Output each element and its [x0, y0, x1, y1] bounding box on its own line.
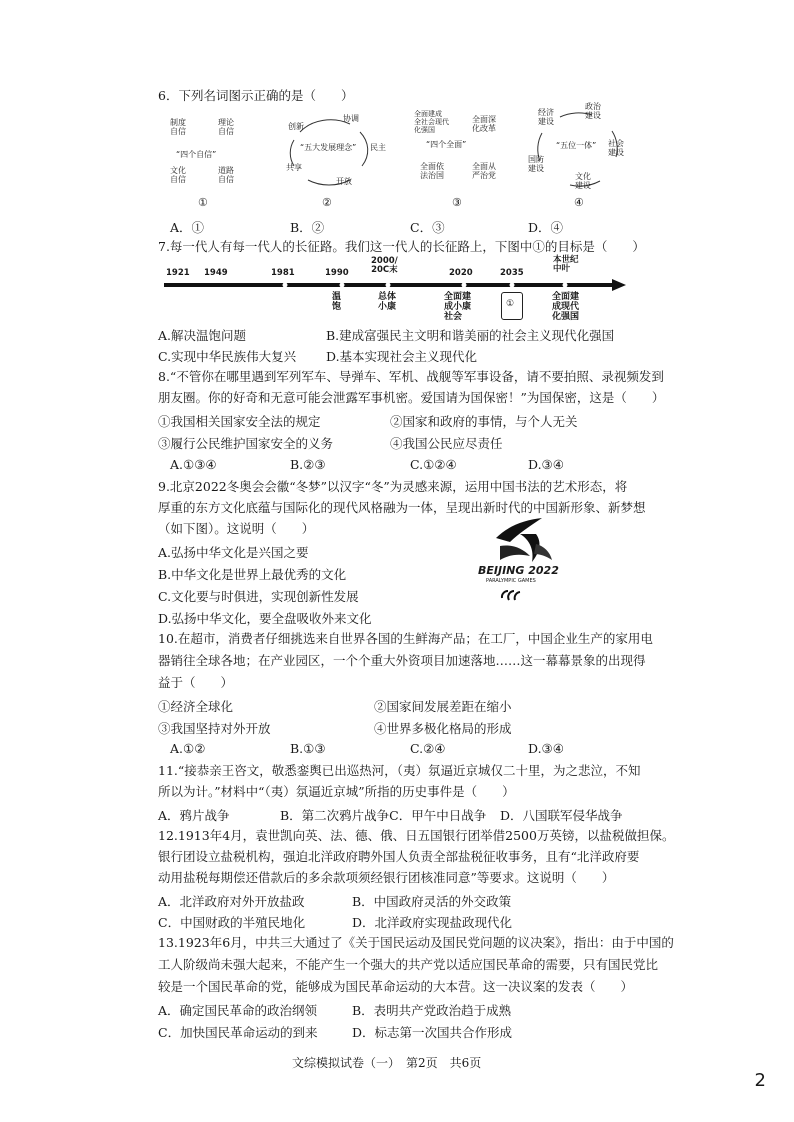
timeline-label-quanmian-xiaokang: 全面建 成小康 社会 — [444, 292, 472, 322]
emblem-text: BEIJING 2022 — [478, 564, 559, 577]
q13-option-a: A．确定国民革命的政治纲领 — [158, 1003, 318, 1018]
d1-label-d: 文化 自信 — [170, 166, 186, 184]
q11-line-1: 11.“接恭亲王咨文，敬悉銮舆已出巡热河，（夷）氛逼近京城仅二十里，为之悲泣，不知 — [158, 763, 641, 778]
q6-option-a: A．① — [170, 220, 205, 235]
timeline-blank-box — [501, 292, 523, 320]
timeline-year-1990: 1990 — [325, 268, 349, 278]
q10-line-2: 器销往全球各地；在产业园区，一个个重大外资项目加速落地……这一幕幕景象的出现得 — [158, 653, 646, 668]
q9-line-1: 9.北京2022冬奥会会徽“冬梦”以汉字“冬”为灵感来源，运用中国书法的艺术形态，将 — [158, 479, 628, 494]
q13-option-b: B．表明共产党政治趋于成熟 — [352, 1003, 512, 1018]
d2-label-a: 协调 — [343, 114, 359, 123]
d3-label-c: “四个全面” — [426, 140, 467, 149]
d2-label-e: 共享 — [286, 163, 302, 172]
timeline-year-1921: 1921 — [166, 268, 190, 278]
timeline-label-modern-power: 全面建 成现代 化强国 — [552, 292, 580, 322]
q8-line-2: 朋友圈。你的好奇和无意可能会泄露军事机密。爱国请为国保密！”为国保密，这是（ ） — [158, 390, 665, 405]
q7-option-c: C.实现中华民族伟大复兴 — [158, 349, 297, 364]
timeline-arrow — [160, 278, 630, 292]
d2-label-b: 创新 — [288, 122, 304, 131]
q11-option-d: D．八国联军侵华战争 — [500, 808, 623, 823]
d2-label-c: 民主 — [370, 143, 386, 152]
q11-line-2: 所以为计。”材料中“（夷）氛逼近京城”所指的历史事件是（ ） — [158, 784, 515, 799]
paralympic-agitos-icon — [500, 588, 522, 604]
q9-option-c: C.文化要与时俱进，实现创新性发展 — [158, 589, 359, 604]
d4-label-e: 国防 建设 — [528, 155, 544, 173]
q10-item-2: ②国家间发展差距在缩小 — [374, 699, 512, 714]
timeline-year-1949: 1949 — [204, 268, 228, 278]
d3-number: ③ — [452, 196, 462, 209]
d2-label-d: “五大发展理念” — [300, 143, 357, 152]
timeline-year-2035: 2035 — [500, 268, 524, 278]
q9-option-b: B.中华文化是世界上最优秀的文化 — [158, 567, 347, 582]
q10-line-3: 益于（ ） — [158, 675, 234, 690]
d1-label-a: 制度 自信 — [170, 118, 186, 136]
winter-dream-logo-icon — [490, 516, 556, 566]
q10-item-1: ①经济全球化 — [158, 699, 234, 714]
q7-option-b: B.建成富强民主文明和谐美丽的社会主义现代化强国 — [326, 328, 615, 343]
q12-line-3: 动用盐税每期偿还借款后的多余款项须经银行团核准同意”等要求。这说明（ ） — [158, 870, 615, 885]
timeline-year-2020: 2020 — [449, 268, 473, 278]
d3-label-a: 全面建成 全社会现代 化强国 — [414, 110, 449, 134]
page-number: 2 — [754, 1070, 766, 1091]
q8-option-b: B.②③ — [290, 457, 326, 472]
q13-option-c: C．加快国民革命运动的到来 — [158, 1025, 318, 1040]
d3-label-e: 全面从 严治党 — [472, 162, 496, 180]
q8-item-3: ③履行公民维护国家安全的义务 — [158, 436, 334, 451]
q8-item-2: ②国家和政府的事情，与个人无关 — [390, 414, 578, 429]
q7-stem: 7.每一代人有每一代人的长征路。我们这一代人的长征路上，下图中①的目标是（ ） — [158, 239, 645, 254]
d2-label-f: 开放 — [336, 177, 352, 186]
q13-line-2: 工人阶级尚未强大起来，不能产生一个强大的共产党以适应国民革命的需要，只有国民党比 — [158, 957, 659, 972]
q8-item-4: ④我国公民应尽责任 — [390, 436, 503, 451]
q12-line-2: 银行团设立盐税机构，强迫北洋政府聘外国人负责全部盐税征收事务，且有“北洋政府要 — [158, 849, 640, 864]
d4-label-a: 经济 建设 — [538, 108, 554, 126]
q9-option-d: D.弘扬中华文化，要全盘吸收外来文化 — [158, 611, 372, 626]
q8-item-1: ①我国相关国家安全法的规定 — [158, 414, 321, 429]
q6-option-b: B．② — [290, 220, 325, 235]
q12-option-b: B．中国政府灵活的外交政策 — [352, 894, 512, 909]
d1-number: ① — [198, 196, 208, 209]
q10-option-d: D.③④ — [528, 741, 564, 756]
timeline-label-wenbao: 温 饱 — [332, 292, 342, 312]
q12-line-1: 12.1913年4月，袁世凯向英、法、德、俄、日五国银行团举借2500万英镑，以盐税做担保。 — [158, 828, 675, 843]
d1-label-e: 道路 自信 — [218, 166, 234, 184]
q10-line-1: 10.在超市，消费者仔细挑选来自世界各国的生鲜海产品；在工厂，中国企业生产的家用电 — [158, 631, 653, 646]
timeline-year-mid-century: 本世纪 中叶 — [553, 255, 579, 274]
q8-option-c: C.①②④ — [410, 457, 457, 472]
q6-option-c: C．③ — [410, 220, 445, 235]
timeline-label-blank: ① — [506, 299, 515, 309]
q8-line-1: 8.“不管你在哪里遇到军列军车、导弹车、军机、战舰等军事设备，请不要拍照、录视频发到 — [158, 369, 664, 384]
page-footer: 文综模拟试卷（一） 第2页 共6页 — [292, 1056, 482, 1070]
q9-option-a: A.弘扬中华文化是兴国之要 — [158, 545, 309, 560]
d1-label-c: “四个自信” — [176, 150, 217, 159]
q10-item-3: ③我国坚持对外开放 — [158, 721, 271, 736]
q8-option-a: A.①③④ — [170, 457, 217, 472]
d1-label-b: 理论 自信 — [218, 118, 234, 136]
q6-stem: 6．下列名词图示正确的是（ ） — [158, 88, 354, 103]
q11-option-bc: B．第二次鸦片战争C．甲午中日战争 — [280, 808, 487, 823]
q8-option-d: D.③④ — [528, 457, 564, 472]
q10-option-a: A.①② — [170, 741, 206, 756]
q12-option-a: A．北洋政府对外开放盐政 — [158, 894, 305, 909]
d4-label-c: “五位一体” — [556, 141, 597, 150]
q13-option-d: D．标志第一次国共合作形成 — [352, 1025, 513, 1040]
q10-option-c: C.②④ — [410, 741, 446, 756]
timeline-label-xiaokang: 总体 小康 — [378, 292, 397, 312]
q10-item-4: ④世界多极化格局的形成 — [374, 721, 512, 736]
q10-option-b: B.①③ — [290, 741, 326, 756]
emblem-subtext: PARALYMPIC GAMES — [486, 578, 536, 584]
q7-option-d: D.基本实现社会主义现代化 — [326, 349, 478, 364]
q6-option-d: D．④ — [528, 220, 564, 235]
timeline-year-2000: 2000/ 20C末 — [371, 256, 398, 275]
d2-number: ② — [322, 196, 332, 209]
q11-option-a: A．鸦片战争 — [158, 808, 230, 823]
q13-line-3: 较是一个国民革命的党，能够成为国民革命运动的大本营。这一决议案的发表（ ） — [158, 979, 634, 994]
timeline-year-1981: 1981 — [271, 268, 295, 278]
q9-line-2: 厚重的东方文化底蕴与国际化的现代风格融为一体，呈现出新时代的中国新形象、新梦想 — [158, 500, 646, 515]
d4-label-f: 文化 建设 — [575, 172, 591, 190]
d4-label-d: 社会 建设 — [608, 139, 624, 157]
q9-line-3: （如下图）。这说明（ ） — [158, 521, 315, 536]
d4-number: ④ — [574, 196, 584, 209]
q12-option-d: D．北洋政府实现盐政现代化 — [352, 915, 513, 930]
d3-label-b: 全面深 化改革 — [472, 115, 496, 133]
d4-label-b: 政治 建设 — [585, 102, 601, 120]
d3-label-d: 全面依 法治国 — [420, 162, 444, 180]
q13-line-1: 13.1923年6月，中共三大通过了《关于国民运动及国民党问题的议决案》，指出：由于中国的 — [158, 935, 674, 950]
q7-option-a: A.解决温饱问题 — [158, 328, 247, 343]
q12-option-c: C．中国财政的半殖民地化 — [158, 915, 306, 930]
